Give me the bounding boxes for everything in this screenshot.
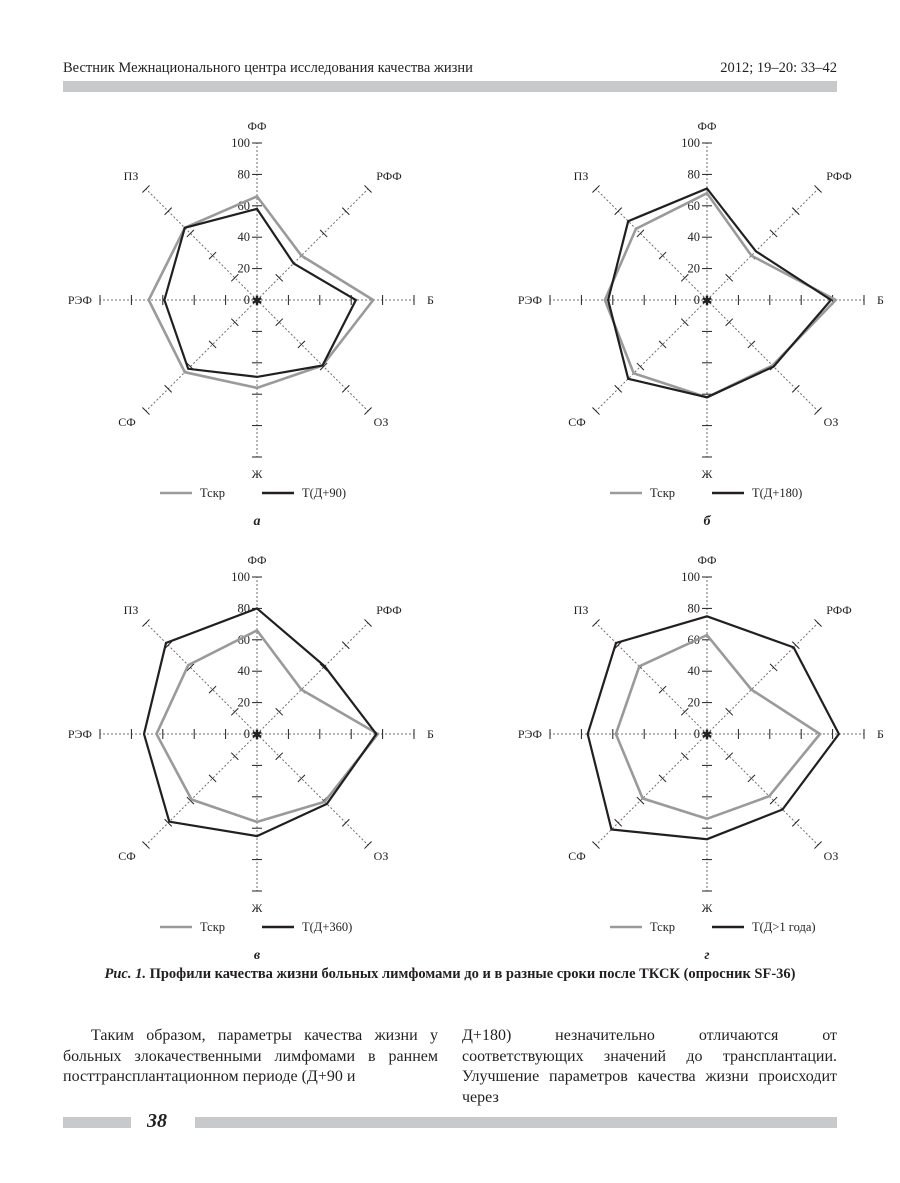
axis-label-РФФ: РФФ <box>376 169 402 183</box>
axis-label-Б: Б <box>427 293 434 307</box>
axis-line-ОЗ <box>257 300 368 411</box>
panel-letter: а <box>253 514 261 529</box>
axis-label-РЭФ: РЭФ <box>517 293 542 307</box>
axis-line-РФФ <box>707 623 818 734</box>
axis-label-РЭФ: РЭФ <box>67 293 92 307</box>
axis-tick <box>209 341 216 348</box>
axis-label-ФФ: ФФ <box>697 119 717 133</box>
axis-label-ОЗ: ОЗ <box>823 415 839 429</box>
footer-rule-right <box>195 1117 837 1128</box>
axis-label-СФ: СФ <box>568 849 586 863</box>
tick-label: 80 <box>687 601 700 616</box>
tick-label: 40 <box>237 664 250 679</box>
series-polygon-followup <box>144 608 376 836</box>
axis-label-ПЗ: ПЗ <box>123 603 139 617</box>
tick-label: 60 <box>237 632 250 647</box>
axis-label-ОЗ: ОЗ <box>373 415 389 429</box>
radar-chart-c <box>0 544 450 974</box>
tick-label: 60 <box>687 198 700 213</box>
axis-tick <box>298 775 305 782</box>
center-marker: ✱ <box>701 728 713 742</box>
axis-label-СФ: СФ <box>118 415 136 429</box>
figure-caption-text: Профили качества жизни больных лимфомами до и в разные сроки после ТКСК (опросник SF-36) <box>149 966 796 982</box>
panel-letter: г <box>704 948 710 963</box>
figure-label: Рис. 1. <box>104 966 146 982</box>
legend-label-followup: Т(Д>1 года) <box>752 920 816 934</box>
panel-letter: б <box>703 514 711 529</box>
legend-label-followup: Т(Д+180) <box>752 486 803 500</box>
axis-line-ОЗ <box>707 734 818 845</box>
axis-tick <box>276 319 283 326</box>
tick-label: 60 <box>687 632 700 647</box>
axis-label-Ж: Ж <box>251 467 263 481</box>
axis-line-СФ <box>146 734 257 845</box>
legend-label-baseline: Тскр <box>200 920 226 934</box>
axis-tick <box>276 753 283 760</box>
figure-caption <box>63 966 837 982</box>
footer-rule-left <box>63 1117 131 1128</box>
series-polygon-followup <box>164 209 356 377</box>
tick-label: 0 <box>693 727 700 741</box>
tick-label: 100 <box>681 570 700 584</box>
tick-label: 60 <box>237 198 250 213</box>
axis-label-РФФ: РФФ <box>826 169 852 183</box>
axis-label-ОЗ: ОЗ <box>373 849 389 863</box>
axis-label-Б: Б <box>877 727 884 741</box>
header-rule <box>63 81 837 92</box>
tick-label: 100 <box>231 570 250 584</box>
tick-label: 20 <box>687 695 700 710</box>
axis-line-СФ <box>596 734 707 845</box>
axis-label-Б: Б <box>877 293 884 307</box>
body-text-right: Д+180) незначительно отличаются от соответствующих значений до трансплантации. Улучшение параметров качества жизни происходит через <box>462 1027 837 1106</box>
axis-label-Ж: Ж <box>701 467 713 481</box>
axis-label-ПЗ: ПЗ <box>573 603 589 617</box>
axis-line-РФФ <box>257 189 368 300</box>
page-number: 38 <box>147 1110 167 1132</box>
axis-label-ФФ: ФФ <box>247 119 267 133</box>
tick-label: 100 <box>681 136 700 150</box>
axis-label-РФФ: РФФ <box>826 603 852 617</box>
body-text-left: Таким образом, параметры качества жизни у больных злокачественными лимфомами в раннем посттрансплантационном периоде (Д+90 и <box>63 1027 438 1085</box>
axis-label-Ж: Ж <box>701 901 713 915</box>
axis-tick <box>209 775 216 782</box>
series-polygon-baseline <box>616 632 820 819</box>
axis-tick <box>748 775 755 782</box>
tick-label: 40 <box>687 230 700 245</box>
axis-tick <box>659 341 666 348</box>
axis-label-Ж: Ж <box>251 901 263 915</box>
axis-tick <box>726 319 733 326</box>
tick-label: 80 <box>237 167 250 182</box>
axis-tick <box>209 252 216 259</box>
axis-label-ФФ: ФФ <box>697 553 717 567</box>
tick-label: 0 <box>243 293 250 307</box>
tick-label: 40 <box>237 230 250 245</box>
center-marker: ✱ <box>701 294 713 308</box>
radar-chart-d <box>450 544 900 974</box>
journal-title: Вестник Межнационального центра исследования качества жизни <box>63 60 473 76</box>
legend-label-baseline: Тскр <box>200 486 226 500</box>
axis-label-ПЗ: ПЗ <box>573 169 589 183</box>
panel-letter: в <box>253 948 261 963</box>
axis-tick <box>659 775 666 782</box>
axis-tick <box>276 274 283 281</box>
axis-tick <box>659 252 666 259</box>
axis-label-ОЗ: ОЗ <box>823 849 839 863</box>
axis-tick <box>726 753 733 760</box>
legend-label-followup: Т(Д+360) <box>302 920 353 934</box>
tick-label: 20 <box>237 695 250 710</box>
axis-line-ОЗ <box>707 300 818 411</box>
axis-label-ПЗ: ПЗ <box>123 169 139 183</box>
axis-label-Б: Б <box>427 727 434 741</box>
legend-label-baseline: Тскр <box>650 920 676 934</box>
axis-label-РЭФ: РЭФ <box>517 727 542 741</box>
axis-label-СФ: СФ <box>568 415 586 429</box>
axis-tick <box>726 708 733 715</box>
axis-tick <box>209 686 216 693</box>
axis-tick <box>298 341 305 348</box>
radar-chart-b <box>450 110 900 540</box>
tick-label: 20 <box>237 261 250 276</box>
axis-label-РЭФ: РЭФ <box>67 727 92 741</box>
tick-label: 100 <box>231 136 250 150</box>
axis-tick <box>748 341 755 348</box>
axis-label-СФ: СФ <box>118 849 136 863</box>
center-marker: ✱ <box>251 294 263 308</box>
series-polygon-baseline <box>157 630 378 822</box>
axis-tick <box>726 274 733 281</box>
tick-label: 40 <box>687 664 700 679</box>
axis-tick <box>659 686 666 693</box>
tick-label: 80 <box>237 601 250 616</box>
tick-label: 0 <box>243 727 250 741</box>
issue-info: 2012; 19–20: 33–42 <box>720 60 837 76</box>
axis-line-СФ <box>146 300 257 411</box>
axis-tick <box>276 708 283 715</box>
tick-label: 0 <box>693 293 700 307</box>
tick-label: 20 <box>687 261 700 276</box>
legend-label-followup: Т(Д+90) <box>302 486 347 500</box>
radar-chart-a <box>0 110 450 540</box>
center-marker: ✱ <box>251 728 263 742</box>
tick-label: 80 <box>687 167 700 182</box>
axis-label-РФФ: РФФ <box>376 603 402 617</box>
axis-label-ФФ: ФФ <box>247 553 267 567</box>
legend-label-baseline: Тскр <box>650 486 676 500</box>
